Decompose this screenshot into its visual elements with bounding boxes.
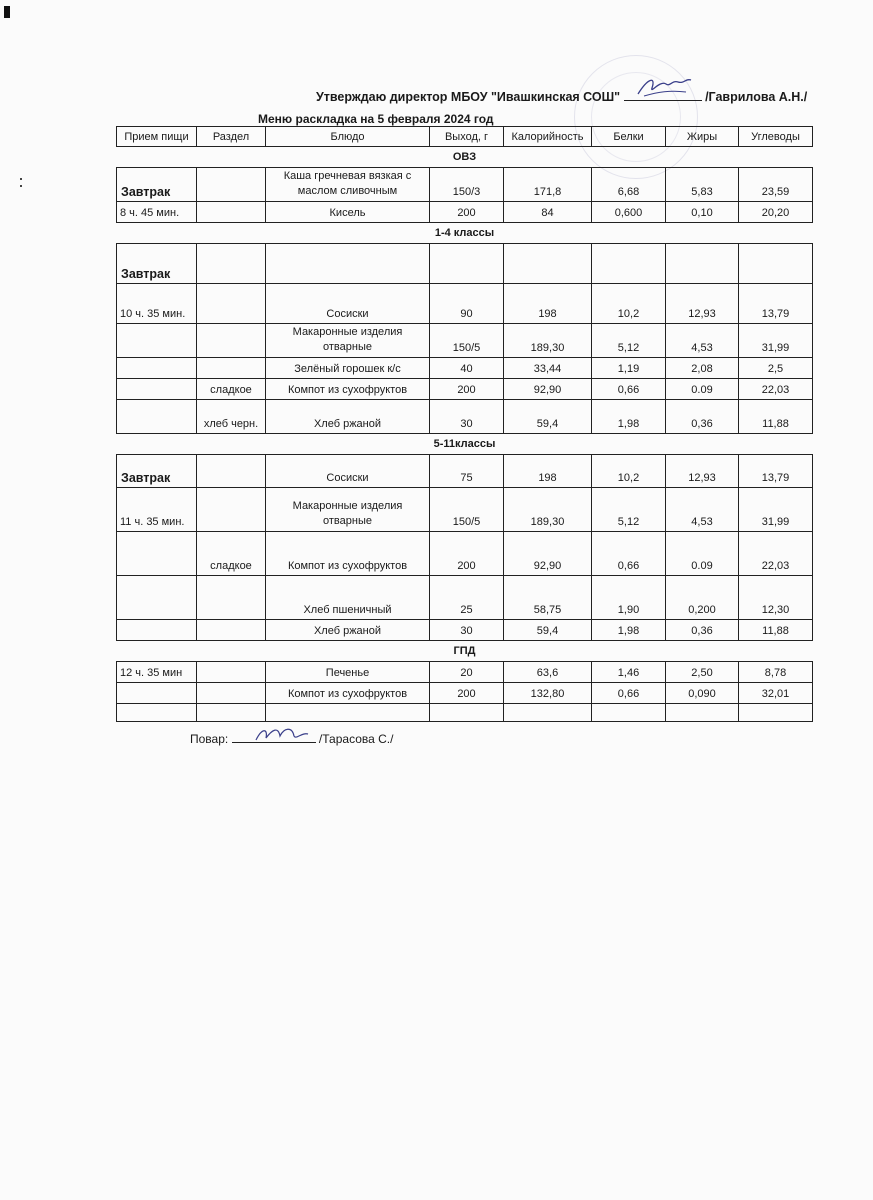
table-row: 12 ч. 35 мин Печенье 20 63,6 1,46 2,50 8,78 <box>117 662 813 683</box>
header-row <box>117 127 813 147</box>
cook-label: Повар: <box>190 732 229 746</box>
table-row <box>117 244 813 284</box>
margin-dots <box>20 178 23 192</box>
table-row: 8 ч. 45 мин. Кисель 200 84 0,600 0,10 20,20 <box>117 202 813 223</box>
director-signature <box>624 88 702 101</box>
cook-signature-line <box>190 730 393 746</box>
table-row: Хлеб ржаной 30 59,4 1,98 0,36 11,88 <box>117 620 813 641</box>
meal-time: 12 ч. 35 мин <box>117 662 197 683</box>
approval-text: Утверждаю директор МБОУ "Ивашкинская СОШ" <box>316 90 621 104</box>
meal-label: Завтрак <box>117 244 197 284</box>
cook-signature <box>232 730 316 743</box>
meal-label: Завтрак <box>117 455 197 488</box>
col-kcal: Калорийность <box>504 127 592 147</box>
col-section: Раздел <box>197 127 266 147</box>
meal-label: Завтрак <box>117 168 197 202</box>
section-gpd: ГПД <box>117 641 813 662</box>
table-row: 11 ч. 35 мин. Макаронные изделия отварные 150/5 189,30 5,12 4,53 31,99 <box>117 488 813 532</box>
table-row <box>117 704 813 722</box>
col-dish: Блюдо <box>266 127 430 147</box>
director-name: /Гаврилова А.Н./ <box>705 90 808 104</box>
meal-time: 10 ч. 35 мин. <box>117 284 197 324</box>
table-row: сладкое Компот из сухофруктов 200 92,90 0,66 0.09 22,03 <box>117 532 813 576</box>
approval-line <box>316 88 807 104</box>
table-row: Зелёный горошек к/с 40 33,44 1,19 2,08 2,5 <box>117 358 813 379</box>
table-row: хлеб черн. Хлеб ржаной 30 59,4 1,98 0,36 11,88 <box>117 400 813 434</box>
menu-title: Меню раскладка на 5 февраля 2024 год <box>258 112 494 126</box>
meal-time: 11 ч. 35 мин. <box>117 488 197 532</box>
col-carbs: Углеводы <box>739 127 813 147</box>
col-output: Выход, г <box>430 127 504 147</box>
corner-mark <box>4 6 10 18</box>
table-row: Компот из сухофруктов 200 132,80 0,66 0,090 32,01 <box>117 683 813 704</box>
section-1-4: 1-4 классы <box>117 223 813 244</box>
col-fat: Жиры <box>666 127 739 147</box>
table-row: Макаронные изделия отварные 150/5 189,30 5,12 4,53 31,99 <box>117 324 813 358</box>
section-5-11: 5-11классы <box>117 434 813 455</box>
table-row: 10 ч. 35 мин. Сосиски 90 198 10,2 12,93 13,79 <box>117 284 813 324</box>
table-row: сладкое Компот из сухофруктов 200 92,90 0,66 0.09 22,03 <box>117 379 813 400</box>
cook-name: /Тарасова С./ <box>318 732 394 746</box>
table-row: Завтрак Сосиски 75 198 10,2 12,93 13,79 <box>117 455 813 488</box>
section-ovz: ОВЗ <box>117 147 813 168</box>
col-meal: Прием пищи <box>117 127 197 147</box>
table-row: Хлеб пшеничный 25 58,75 1,90 0,200 12,30 <box>117 576 813 620</box>
table-row: Завтрак Каша гречневая вязкая с маслом сливочным 150/3 171,8 6,68 5,83 23,59 <box>117 168 813 202</box>
menu-table <box>116 126 813 722</box>
col-protein: Белки <box>592 127 666 147</box>
meal-time: 8 ч. 45 мин. <box>117 202 197 223</box>
